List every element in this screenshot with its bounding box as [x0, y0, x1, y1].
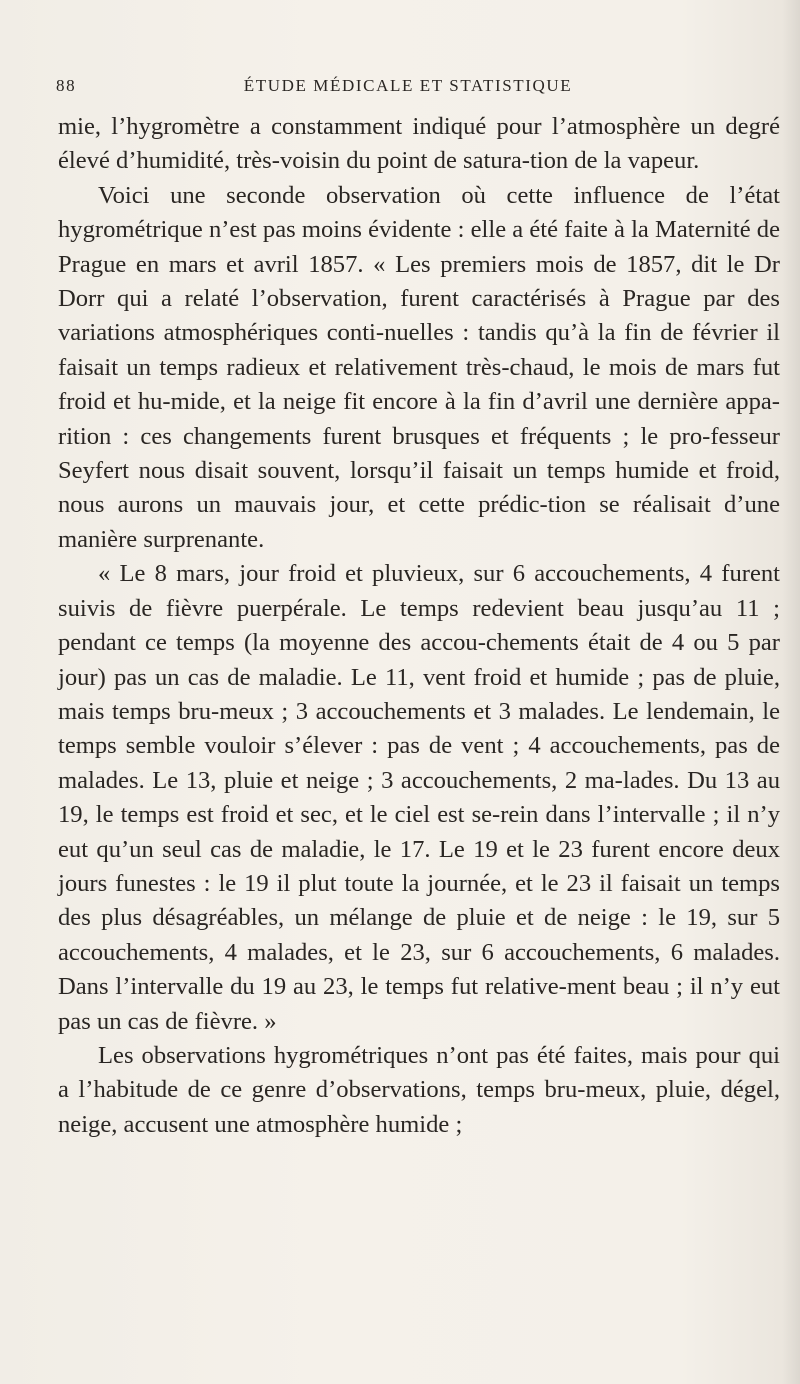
running-title: ÉTUDE MÉDICALE ET STATISTIQUE [243, 76, 573, 95]
paragraph-continued: mie, l’hygromètre a constamment indiqué pour l’atmosphère un degré élevé d’humidité, très-voisin du point de satura-tion de la vapeur. [58, 113, 780, 175]
page-header [56, 76, 760, 104]
page-edge-shadow [782, 0, 800, 1384]
paragraph-prague-observation: Voici une seconde observation où cette influence de l’état hygrométrique n’est pas moins évidente : elle a été faite à la Maternité de Prague en mars et avril 1857. « Les premiers mois de 1857, dit le Dr Dorr qui a relaté l’observation, furent caractérisés à Prague par des variations atmosphériques conti-nuelles : tandis qu’à la fin de février il faisait un temps radieux et relativement très-chaud, le mois de mars fut froid et hu-mide, et la neige fit encore à la fin d’avril une dernière appa-rition : ces changements furent brusques et fréquents ; le pro-fesseur Seyfert nous disait souvent, lorsqu’il faisait un temps humide et froid, nous aurons un mauvais jour, et cette prédic-tion se réalisait d’une manière surprenante. [58, 181, 780, 553]
paragraph-march-record: « Le 8 mars, jour froid et pluvieux, sur 6 accouchements, 4 furent suivis de fièvre puerpérale. Le temps redevient beau jusqu’au 11 ; pendant ce temps (la moyenne des accou-chements était de 4 ou 5 par jour) pas un cas de maladie. Le 11, vent froid et humide ; pas de pluie, mais temps bru-meux ; 3 accouchements et 3 malades. Le lendemain, le temps semble vouloir s’élever : pas de vent ; 4 accouchements, pas de malades. Le 13, pluie et neige ; 3 accouchements, 2 ma-lades. Du 13 au 19, le temps est froid et sec, et le ciel est se-rein dans l’intervalle ; il n’y eut qu’un seul cas de maladie, le 17. Le 19 et le 23 furent encore deux jours funestes : le 19 il plut toute la journée, et le 23 il faisait un temps des plus désagréables, un mélange de pluie et de neige : le 19, sur 5 accouchements, 4 malades, et le 23, sur 6 accouchements, 6 malades. Dans l’intervalle du 19 au 23, le temps fut relative-ment beau ; il n’y eut pas un cas de fièvre. » [58, 560, 780, 1035]
paragraph-hygrometric-note: Les observations hygrométriques n’ont pas été faites, mais pour qui a l’habitude de ce genre d’observations, temps bru-meux, pluie, dégel, neige, accusent une atmosphère humide ; [58, 1041, 780, 1138]
page-number: 88 [56, 76, 77, 95]
body-text [58, 110, 780, 1142]
